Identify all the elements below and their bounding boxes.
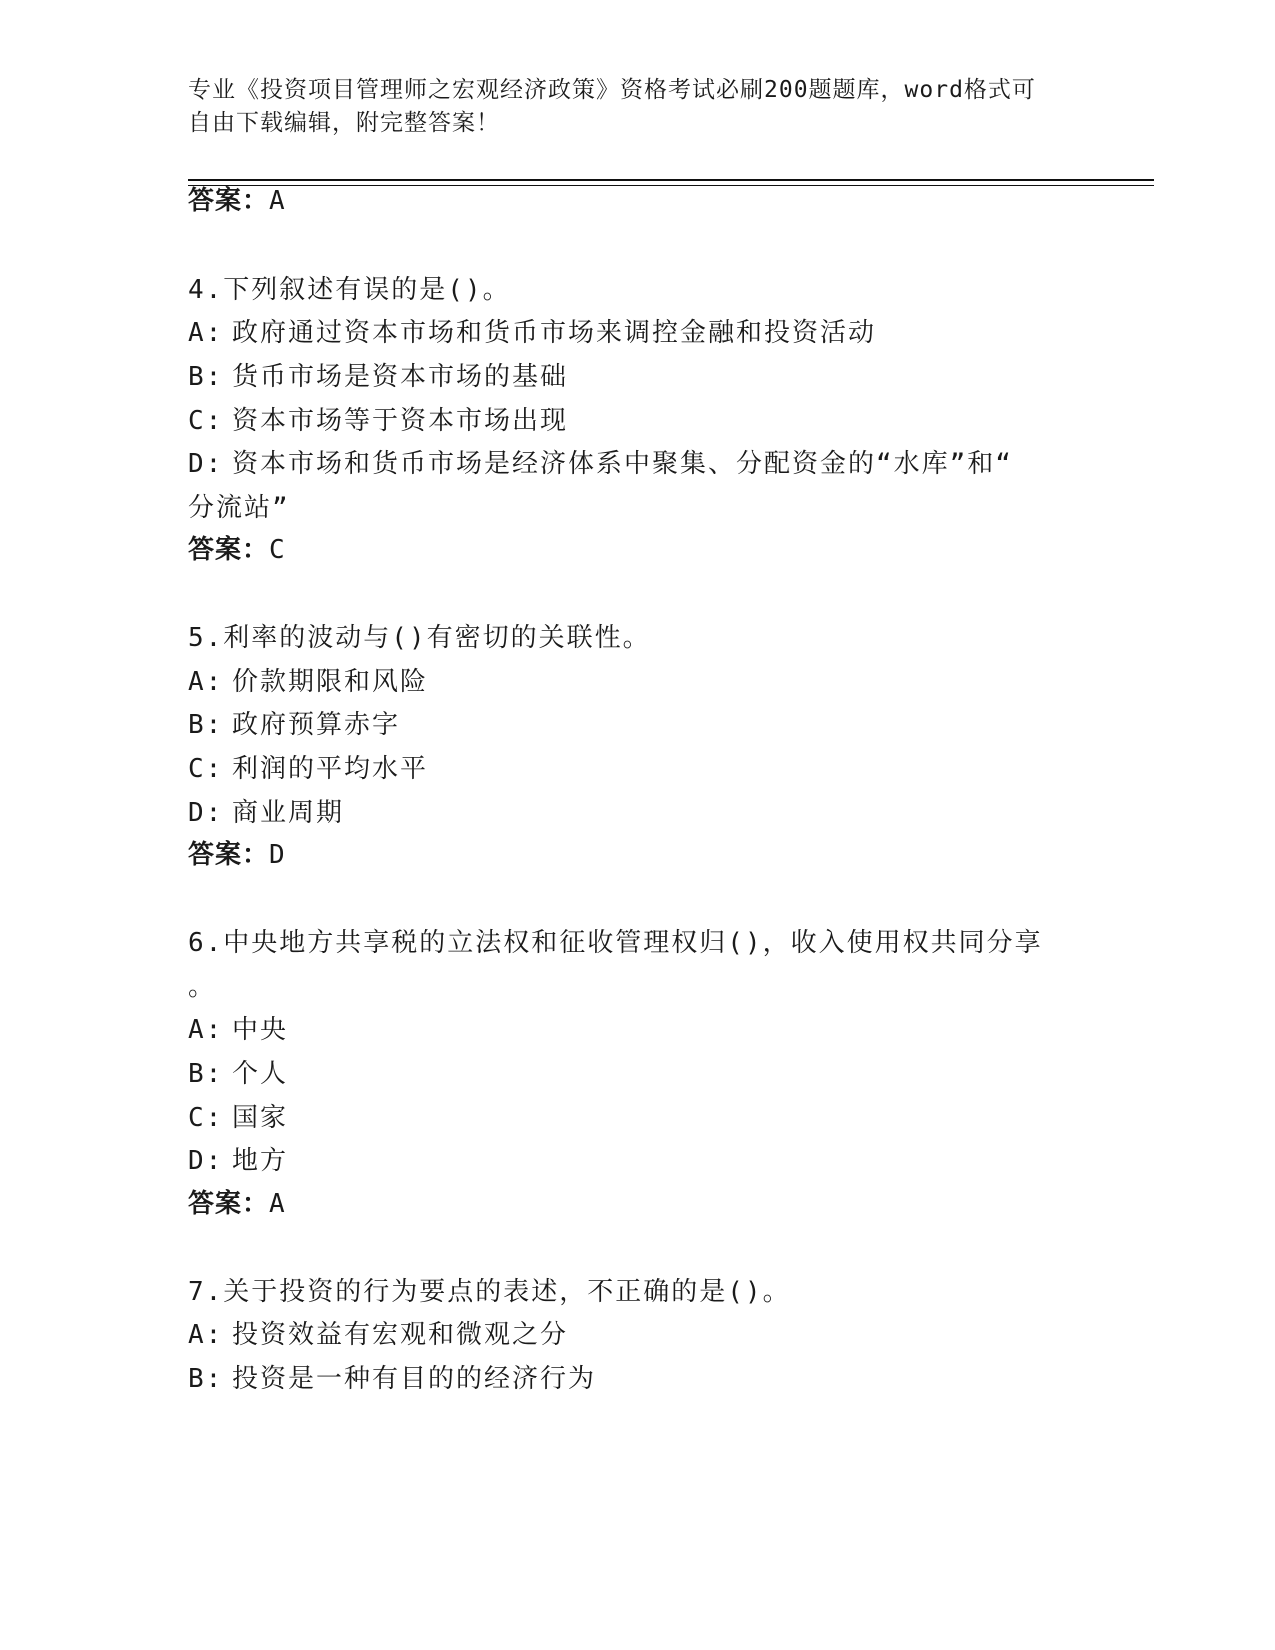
option-c-q6 xyxy=(188,1101,288,1135)
option-d-q4 xyxy=(188,447,1013,481)
header-divider-thin xyxy=(188,185,1154,186)
question-stem-q6: 6.中央地方共享税的立法权和征收管理权归()，收入使用权共同分享 xyxy=(188,928,1043,958)
option-a-q4 xyxy=(188,316,876,350)
option-a-q5 xyxy=(188,665,428,699)
option-text: 价款期限和风险 xyxy=(232,667,429,697)
option-b-q6 xyxy=(188,1057,288,1091)
option-text: 投资是一种有目的的经济行为 xyxy=(232,1364,597,1394)
option-text: 投资效益有宏观和微观之分 xyxy=(232,1320,569,1350)
option-text: 政府通过资本市场和货币市场来调控金融和投资活动 xyxy=(232,318,877,348)
answer-label: 答案： xyxy=(188,1189,270,1219)
answer-value: A xyxy=(269,1189,286,1219)
answer-line-q5 xyxy=(188,838,286,872)
question-stem-q7: 7.关于投资的行为要点的表述，不正确的是()。 xyxy=(188,1277,791,1307)
header-divider-thick xyxy=(188,179,1154,181)
option-label: C: xyxy=(188,406,224,436)
option-label: C: xyxy=(188,754,224,784)
option-text: 地方 xyxy=(232,1146,289,1176)
option-label: B: xyxy=(188,710,224,740)
option-a-q7 xyxy=(188,1318,568,1352)
answer-label: 答案： xyxy=(188,840,270,870)
option-text: 货币市场是资本市场的基础 xyxy=(232,362,569,392)
answer-value: A xyxy=(269,186,286,216)
option-text: 个人 xyxy=(232,1059,289,1089)
option-c-q4 xyxy=(188,404,568,438)
option-label: C: xyxy=(188,1103,224,1133)
option-b-q7 xyxy=(188,1362,596,1396)
answer-line-q3 xyxy=(188,184,286,218)
document-header xyxy=(188,74,1068,140)
answer-line-q4 xyxy=(188,533,286,567)
question-stem-q5: 5.利率的波动与()有密切的关联性。 xyxy=(188,623,651,653)
option-text: 商业周期 xyxy=(232,798,345,828)
option-d-q4-continuation: 分流站” xyxy=(188,493,290,523)
option-c-q5 xyxy=(188,752,428,786)
option-d-q6 xyxy=(188,1144,288,1178)
option-label: B: xyxy=(188,1364,224,1394)
option-text: 国家 xyxy=(232,1103,289,1133)
question-stem-q4: 4.下列叙述有误的是()。 xyxy=(188,275,511,305)
option-text: 利润的平均水平 xyxy=(232,754,429,784)
option-text: 资本市场和货币市场是经济体系中聚集、分配资金的“水库”和“ xyxy=(232,449,1013,479)
option-label: A: xyxy=(188,318,224,348)
answer-value: D xyxy=(269,840,286,870)
question-stem-q6-continuation: 。 xyxy=(188,972,217,1002)
option-text: 中央 xyxy=(232,1015,289,1045)
option-text: 政府预算赤字 xyxy=(232,710,401,740)
option-label: D: xyxy=(188,449,224,479)
option-label: A: xyxy=(188,667,224,697)
answer-line-q6 xyxy=(188,1187,286,1221)
option-label: D: xyxy=(188,798,224,828)
option-label: D: xyxy=(188,1146,224,1176)
answer-label: 答案： xyxy=(188,535,270,565)
option-text: 资本市场等于资本市场出现 xyxy=(232,406,569,436)
answer-label: 答案： xyxy=(188,186,270,216)
option-b-q5 xyxy=(188,708,400,742)
option-label: B: xyxy=(188,1059,224,1089)
option-b-q4 xyxy=(188,360,568,394)
answer-value: C xyxy=(269,535,286,565)
option-d-q5 xyxy=(188,796,344,830)
option-label: A: xyxy=(188,1015,224,1045)
option-label: A: xyxy=(188,1320,224,1350)
option-label: B: xyxy=(188,362,224,392)
option-a-q6 xyxy=(188,1013,288,1047)
header-title-line-1: 专业《投资项目管理师之宏观经济政策》资格考试必刷200题题库，word格式可 xyxy=(188,77,1036,103)
header-title-line-2: 自由下载编辑，附完整答案！ xyxy=(188,110,500,136)
